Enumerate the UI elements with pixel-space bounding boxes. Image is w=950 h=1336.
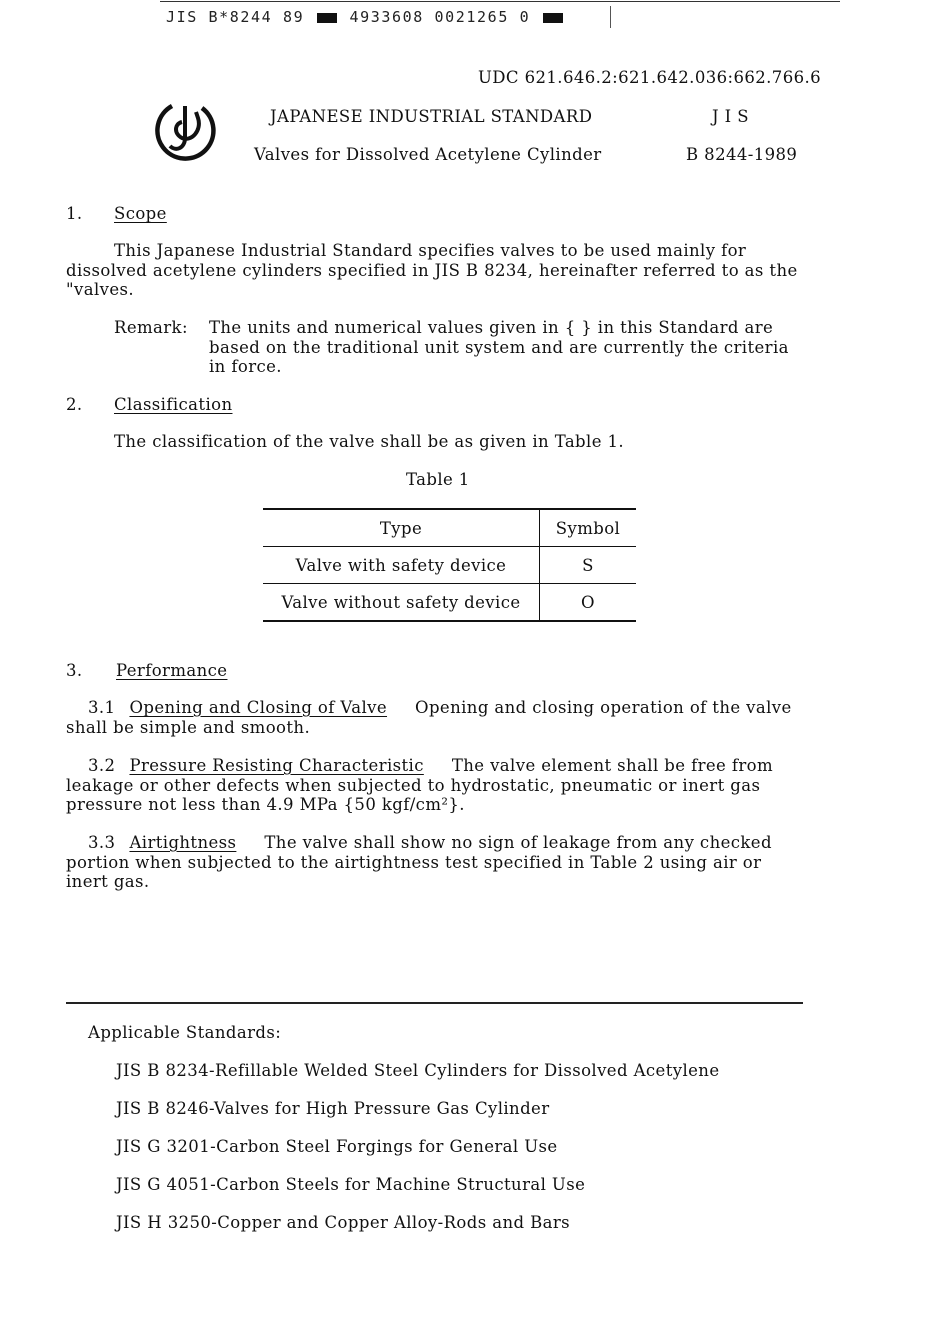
black-block <box>543 13 563 23</box>
section-heading-classification: Classification <box>114 395 233 414</box>
applicable-item: JIS G 3201-Carbon Steel Forgings for General Use <box>116 1137 558 1156</box>
clause-line <box>66 756 806 776</box>
cell-type: Valve without safety device <box>263 584 540 622</box>
header-type: Type <box>263 509 540 547</box>
remark-label: Remark: <box>114 318 188 337</box>
section-number: 2. <box>66 395 83 414</box>
section-number: 1. <box>66 204 83 223</box>
clause-title: Airtightness <box>129 833 237 852</box>
document-title: Valves for Dissolved Acetylene Cylinder <box>254 145 602 164</box>
udc-code: UDC 621.646.2:621.642.036:662.766.6 <box>478 68 822 87</box>
clause-line <box>66 833 806 853</box>
catalog-code-part-2: 4933608 0021265 0 <box>349 8 531 26</box>
clause-number: 3.3 <box>88 833 116 852</box>
remark-line: in force. <box>209 357 282 376</box>
scope-line: "valves. <box>66 280 135 299</box>
clause-title: Pressure Resisting Characteristic <box>129 756 424 775</box>
table-row <box>263 584 636 622</box>
clause-text: Opening and closing operation of the valve <box>415 698 792 717</box>
section-heading-scope: Scope <box>114 204 167 223</box>
applicable-item: JIS H 3250-Copper and Copper Alloy-Rods and Bars <box>116 1213 571 1232</box>
scope-line: This Japanese Industrial Standard specifies valves to be used mainly for <box>114 241 747 260</box>
clause-number: 3.2 <box>88 756 116 775</box>
scope-line: dissolved acetylene cylinders specified in JIS B 8234, hereinafter referred to as the <box>66 260 798 280</box>
table-caption: Table 1 <box>406 470 470 489</box>
applicable-item: JIS B 8234-Refillable Welded Steel Cylinders for Dissolved Acetylene <box>116 1061 720 1080</box>
clause-line: inert gas. <box>66 872 150 891</box>
header-symbol: Symbol <box>540 509 637 547</box>
clause-line: portion when subjected to the airtightness test specified in Table 2 using air or <box>66 852 762 872</box>
standard-org: JAPANESE INDUSTRIAL STANDARD <box>270 107 593 126</box>
clause-line <box>66 698 806 718</box>
cell-symbol: O <box>540 584 637 622</box>
clause-text: The valve element shall be free from <box>451 756 774 775</box>
footnote-rule <box>66 1002 803 1004</box>
cell-symbol: S <box>540 547 637 584</box>
classification-text: The classification of the valve shall be as given in Table 1. <box>114 432 625 451</box>
section-heading-performance: Performance <box>116 661 228 680</box>
catalog-code-part-1: JIS B*8244 89 <box>166 8 305 26</box>
clause-3-1 <box>66 698 806 737</box>
classification-table <box>263 508 636 622</box>
table-header-row <box>263 509 636 547</box>
table-row <box>263 547 636 584</box>
catalog-code <box>166 8 565 26</box>
clause-title: Opening and Closing of Valve <box>129 698 388 717</box>
applicable-item: JIS B 8246-Valves for High Pressure Gas Cylinder <box>116 1099 550 1118</box>
clause-number: 3.1 <box>88 698 116 717</box>
black-block <box>317 13 337 23</box>
remark-line: The units and numerical values given in { } in this Standard are <box>209 318 774 337</box>
applicable-item: JIS G 4051-Carbon Steels for Machine Structural Use <box>116 1175 586 1194</box>
scope-paragraph <box>66 241 806 300</box>
section-number: 3. <box>66 661 83 680</box>
clause-line: pressure not less than 4.9 MPa {50 kgf/cm²}. <box>66 795 465 814</box>
applicable-heading: Applicable Standards: <box>88 1023 282 1042</box>
clause-line: shall be simple and smooth. <box>66 717 311 737</box>
clause-3-3 <box>66 833 806 892</box>
remark-text <box>209 318 799 377</box>
remark-line: based on the traditional unit system and are currently the criteria <box>209 337 789 357</box>
jis-logo-icon <box>152 100 218 162</box>
cell-type: Valve with safety device <box>263 547 540 584</box>
clause-3-2 <box>66 756 806 815</box>
edge-tick <box>610 6 611 28</box>
document-number: B 8244-1989 <box>686 145 798 164</box>
jis-mark: J I S <box>712 107 749 126</box>
top-rule <box>160 1 840 2</box>
clause-text: The valve shall show no sign of leakage from any checked <box>264 833 772 852</box>
clause-line: leakage or other defects when subjected to hydrostatic, pneumatic or inert gas <box>66 775 761 795</box>
